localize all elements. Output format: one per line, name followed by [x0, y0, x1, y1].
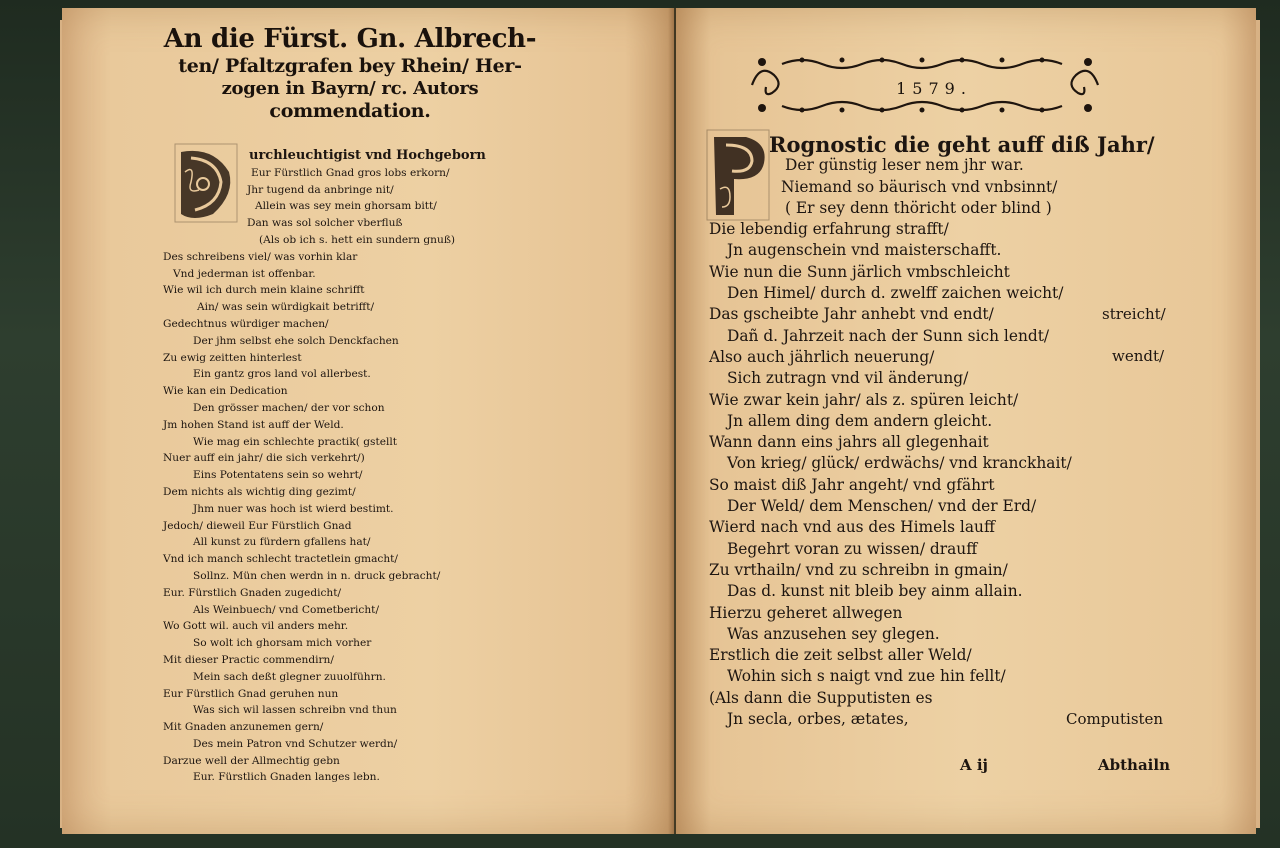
poem-line: Den grösser machen/ der vor schon [193, 401, 385, 414]
poem-line: Erstlich die zeit selbst aller Weld/ [709, 646, 972, 665]
poem-line: Wie wil ich durch mein klaine schrifft [163, 284, 365, 297]
poem-line: Jn augenschein vnd maisterschafft. [727, 241, 1002, 260]
poem-line: Mit dieser Practic commendirn/ [163, 653, 334, 666]
right-poem [709, 134, 1189, 730]
poem-line: Jedoch/ dieweil Eur Fürstlich Gnad [163, 519, 352, 532]
poem-line: Wierd nach vnd aus des Himels lauff [709, 518, 995, 537]
poem-line: Darzue well der Allmechtig gebn [163, 754, 340, 767]
left-page-title [120, 24, 580, 122]
poem-line: Den Himel/ durch d. zwelff zaichen weicht/ [727, 284, 1064, 303]
poem-line: Der günstig leser nem jhr war. [785, 156, 1024, 175]
poem-line: Wie mag ein schlechte practik( gstellt [193, 435, 398, 448]
poem-line: Was anzusehen sey glegen. [727, 624, 940, 643]
poem-line: Zu ewig zeitten hinterlest [163, 351, 302, 364]
poem-line: Sich zutragn vnd vil änderung/ [727, 369, 969, 388]
poem-line: Jn allem ding dem andern gleicht. [727, 411, 993, 430]
poem-line: Eur. Fürstlich Gnaden zugedicht/ [163, 586, 342, 599]
poem-line: Jm hohen Stand ist auff der Weld. [163, 418, 344, 431]
poem-line: Also auch jährlich neuerung/ [709, 347, 935, 366]
poem-line: Hierzu geheret allwegen [709, 603, 903, 622]
poem-line: Der jhm selbst ehe solch Denckfachen [193, 334, 399, 347]
poem-line: Mit Gnaden anzunemen gern/ [163, 721, 324, 734]
poem-line: Niemand so bäurisch vnd vnbsinnt/ [781, 177, 1058, 196]
poem-line: urchleuchtigist vnd Hochgeborn [249, 148, 486, 163]
year-heading: 1579. [896, 79, 972, 98]
poem-line: (Als dann die Supputisten es [709, 688, 933, 707]
poem-line: (Als ob ich s. hett ein sundern gnuß) [259, 233, 456, 246]
title-line-3: zogen in Bayrn/ rc. Autors [221, 78, 479, 99]
poem-line: Nuer auff ein jahr/ die sich verkehrt/) [163, 452, 365, 465]
signature-mark: A ij [960, 756, 988, 774]
poem-line: Wohin sich s naigt vnd zue hin fellt/ [727, 667, 1006, 686]
poem-line: Was sich wil lassen schreibn vnd thun [193, 704, 397, 717]
poem-line: Ein gantz gros land vol allerbest. [193, 368, 371, 381]
poem-line: Das d. kunst nit bleib bey ainm allain. [727, 582, 1023, 601]
poem-line: Dem nichts als wichtig ding gezimt/ [163, 485, 356, 498]
poem-line: Der Weld/ dem Menschen/ vnd der Erd/ [727, 497, 1037, 516]
poem-line: Allein was sey mein ghorsam bitt/ [255, 200, 437, 213]
poem-line: Wo Gott wil. auch vil anders mehr. [163, 620, 349, 633]
poem-line: Wie zwar kein jahr/ als z. spüren leicht/ [709, 390, 1019, 409]
poem-line: Eur Fürstlich Gnad gros lobs erkorn/ [251, 166, 450, 179]
margin-note: streicht/ [1102, 305, 1166, 323]
poem-line: Dan was sol solcher vberfluß [247, 217, 403, 230]
poem-line: Eur. Fürstlich Gnaden langes lebn. [193, 771, 380, 784]
poem-line: So wolt ich ghorsam mich vorher [193, 637, 372, 650]
title-line-4: commendation. [269, 100, 431, 122]
margin-note: Computisten [1066, 710, 1164, 728]
poem-line: Ain/ was sein würdigkait betrifft/ [197, 301, 375, 314]
poem-line: Rognostic die geht auff diß Jahr/ [769, 132, 1155, 157]
poem-line: Begehrt voran zu wissen/ drauff [727, 539, 978, 558]
poem-line: Sollnz. Mün chen werdn in n. druck gebracht/ [193, 569, 441, 582]
poem-line: Eins Potentatens sein so wehrt/ [193, 469, 363, 482]
poem-line: Wie nun die Sunn järlich vmbschleicht [709, 262, 1010, 281]
poem-line: Wie kan ein Dedication [163, 385, 288, 398]
poem-line: Dañ d. Jahrzeit nach der Sunn sich lendt/ [727, 326, 1050, 345]
poem-line: Gedechtnus würdiger machen/ [163, 317, 329, 330]
poem-line: Des schreibens viel/ was vorhin klar [163, 250, 358, 263]
title-line-2: ten/ Pfaltzgrafen bey Rhein/ Her- [178, 55, 522, 77]
poem-line: Jn secla, orbes, ætates, [727, 710, 909, 729]
poem-line: Die lebendig erfahrung strafft/ [709, 220, 949, 239]
poem-line: Vnd jederman ist offenbar. [173, 267, 316, 280]
poem-line: ( Er sey denn thöricht oder blind ) [785, 198, 1052, 217]
poem-line: Mein sach deßt glegner zuuolführn. [193, 670, 386, 683]
poem-line: All kunst zu fürdern gfallens hat/ [193, 536, 371, 549]
poem-line: Jhr tugend da anbringe nit/ [247, 183, 394, 196]
catchword: Abthailn [1098, 756, 1170, 774]
poem-line: Als Weinbuech/ vnd Cometbericht/ [193, 603, 380, 616]
poem-line: Des mein Patron vnd Schutzer werdn/ [193, 737, 398, 750]
poem-line: Das gscheibte Jahr anhebt vnd endt/ [709, 305, 994, 324]
poem-line: Jhm nuer was hoch ist wierd bestimt. [193, 502, 394, 515]
poem-line: Zu vrthailn/ vnd zu schreibn in gmain/ [709, 560, 1008, 579]
poem-line: Wann dann eins jahrs all glegenhait [709, 433, 989, 452]
poem-line: Von krieg/ glück/ erdwächs/ vnd kranckhait/ [727, 454, 1072, 473]
poem-line: Eur Fürstlich Gnad geruhen nun [163, 687, 339, 700]
poem-line: So maist diß Jahr angeht/ vnd gfährt [709, 475, 995, 494]
margin-note: wendt/ [1112, 347, 1165, 365]
title-line-1: An die Fürst. Gn. Albrech- [163, 24, 537, 54]
left-poem [163, 148, 503, 786]
poem-line: Vnd ich manch schlecht tractetlein gmacht/ [163, 553, 398, 566]
